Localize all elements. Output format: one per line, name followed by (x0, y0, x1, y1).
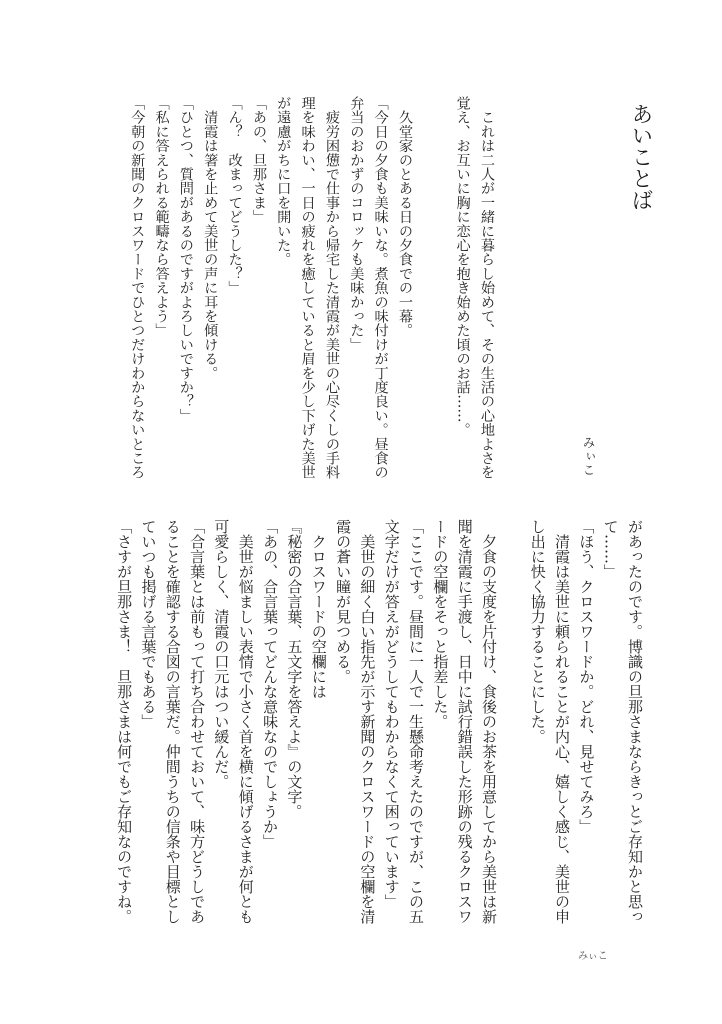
text-column: 「あの、合言葉ってどんな意味なのでしょうか」 (261, 519, 280, 849)
text-column: これは二人が一緒に暮らし始めて、その生活の心地よさを (479, 96, 495, 480)
scene-break (501, 519, 525, 925)
text-column: 「ほう、クロスワードか。どれ、見せてみろ」 (577, 519, 596, 834)
text-column: 「さすが旦那さま！ 旦那さまは何でもご存知なのですね。 (115, 519, 134, 924)
intro-text (450, 96, 499, 480)
text-column: 夕食の支度を片付け、食後のお茶を用意してから美世は新 (480, 519, 499, 924)
text-column: 「私に答えられる範疇なら答えよう」 (153, 96, 170, 338)
text-column: があったのです。博識の旦那さまならきっとご存知かと思っ (626, 519, 644, 924)
text-column: 「ん？ 改まってどうした？」 (226, 96, 243, 295)
text-column: 「あの、旦那さま」 (250, 96, 267, 224)
text-column: 美世の細く白い指先が示す新聞のクロスワードの空欄を清 (358, 519, 377, 924)
text-column: て……」 (601, 519, 620, 579)
text-column: ードの空欄をそっと指差した。 (431, 519, 450, 729)
text-column: 聞を清霞に手渡し、日中に試行錯誤した形跡の残るクロスワ (455, 519, 474, 924)
text-column: 『秘密の合言葉、五文字を答えよ』の文字。 (285, 519, 304, 819)
text-column: 可愛らしく、清霞の口元はつい緩んだ。 (212, 519, 231, 789)
text-column: 清霞は箸を止めて美世の声に耳を傾ける。 (202, 96, 219, 380)
text-column: ることを確認する合図の言葉だ。仲間うちの信条や目標とし (163, 519, 182, 924)
author-name: みぃこ (581, 436, 596, 478)
text-column: ていつも掲げる言葉でもある」 (139, 519, 158, 729)
text-column: 「ここです。昼間に一人で一生懸命考えたのですが、この五 (407, 519, 426, 924)
text-column: 「今日の夕食も美味いな。煮魚の味付けが丁度良い。昼食の (372, 96, 389, 480)
text-column: し出に快く協力することにした。 (528, 519, 547, 744)
text-column: 理を味わい、一日の疲れを癒していると眉を少し下げた美世 (299, 96, 316, 480)
text-column: クロスワードの空欄には (309, 519, 328, 699)
text-column: 清霞は美世に頼られることが内心、嬉しく感じ、美世の申 (553, 519, 572, 924)
text-column: 疲労困憊で仕事から帰宅した清霞が美世の心尽くしの手料 (323, 96, 340, 480)
lower-body-text (112, 519, 647, 925)
text-column: 「今朝の新聞のクロスワードでひとつだけわからないところ (129, 96, 146, 480)
upper-body-text (125, 96, 417, 480)
text-column: 霞の蒼い瞳が見つめる。 (334, 519, 353, 684)
text-column: 弁当のおかずのコロッケも美味かった」 (348, 96, 365, 352)
text-column: 文字だけが答えがどうしてもわからなくて困っています」 (382, 519, 401, 909)
footer-author: みぃこ (578, 951, 608, 962)
text-column: が遠慮がちに口を開いた。 (275, 96, 292, 267)
text-column: 美世が悩ましい表情で小さく首を横に傾げるさまが何とも (236, 519, 255, 924)
text-column: 久堂家のとある日の夕食での一幕。 (397, 96, 413, 338)
text-column: 「ひとつ、質問があるのですがよろしいですか？」 (177, 96, 194, 423)
text-column: 覚え、お互いに胸に恋心を抱き始めた頃のお話……。 (454, 96, 471, 437)
text-column: 「合言葉とは前もって打ち合わせておいて、味方どうしであ (188, 519, 207, 924)
story-title: あいことば (628, 103, 653, 211)
